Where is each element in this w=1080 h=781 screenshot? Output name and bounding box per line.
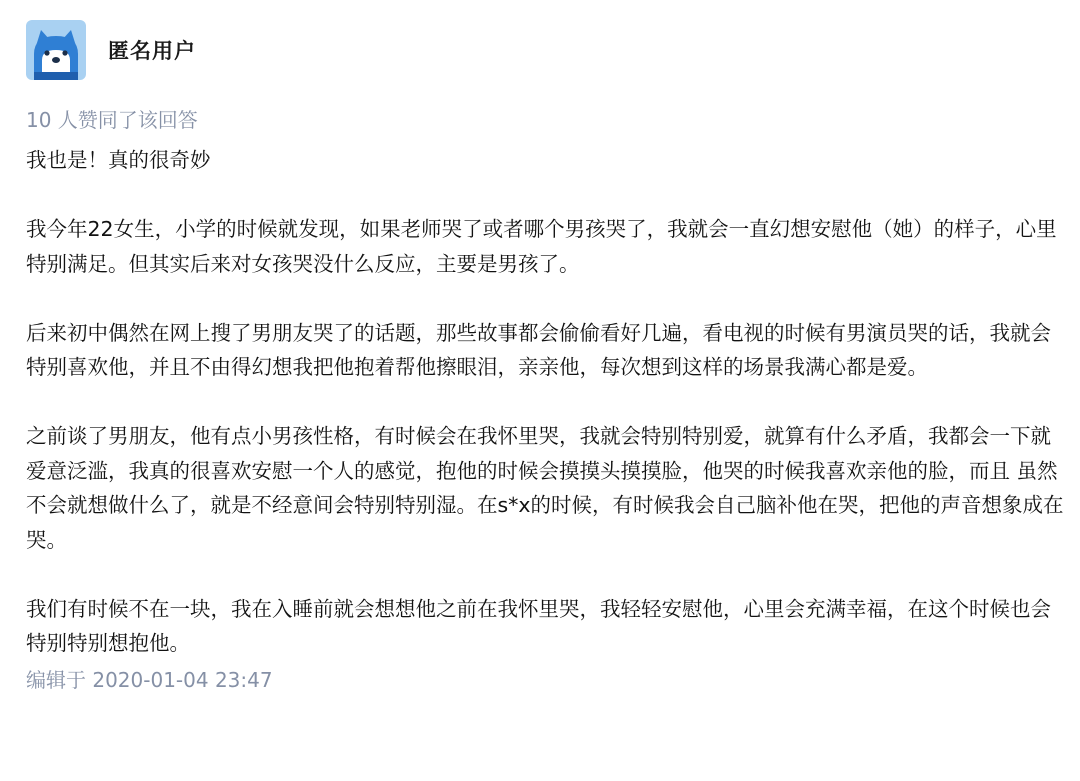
answer-paragraph: 后来初中偶然在网上搜了男朋友哭了的话题，那些故事都会偷偷看好几遍，看电视的时候有男演员哭的话，我就会特别喜欢他，并且不由得幻想我把他抱着帮他擦眼泪，亲亲他，每次想到这样的场景我满心都是爱。 [26, 320, 1051, 379]
answer-content [26, 143, 1066, 661]
answer-card [26, 20, 1066, 695]
answer-paragraph: 我也是！真的很奇妙 [26, 148, 211, 172]
answer-paragraph: 我今年22女生，小学的时候就发现，如果老师哭了或者哪个男孩哭了，我就会一直幻想安慰他（她）的样子，心里特别满足。但其实后来对女孩哭没什么反应，主要是男孩了。 [26, 217, 1057, 276]
author-info [26, 20, 1066, 80]
answer-paragraph: 之前谈了男朋友，他有点小男孩性格，有时候会在我怀里哭，我就会特别特别爱，就算有什么矛盾，我都会一下就爱意泛滥，我真的很喜欢安慰一个人的感觉，抱他的时候会摸摸头摸摸脸，他哭的时候我喜欢亲他的脸，而且 虽然不会就想做什么了，就是不经意间会特别特别湿。在s*x的时候，有时候我会自己脑补他在哭，把他的声音想象成在哭。 [26, 424, 1064, 552]
author-name[interactable]: 匿名用户 [108, 39, 196, 63]
answer-paragraph: 我们有时候不在一块，我在入睡前就会想想他之前在我怀里哭，我轻轻安慰他，心里会充满幸福，在这个时候也会特别特别想抱他。 [26, 596, 1051, 655]
edit-timestamp[interactable]: 编辑于 2020-01-04 23:47 [26, 667, 273, 692]
anonymous-avatar-icon[interactable] [26, 20, 86, 80]
vote-count-text: 10 人赞同了该回答 [26, 108, 198, 132]
